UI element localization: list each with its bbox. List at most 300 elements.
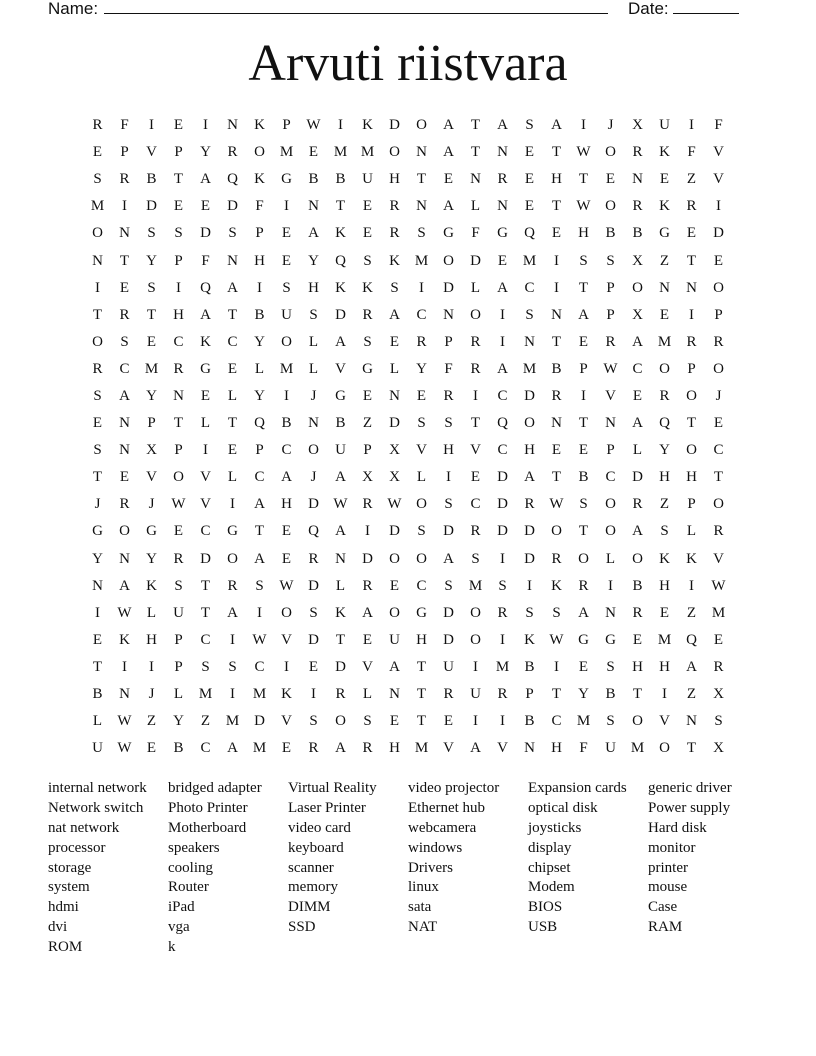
grid-letter: R <box>497 686 508 703</box>
grid-letter: E <box>659 306 670 323</box>
grid-letter: W <box>117 713 132 730</box>
grid-letter: I <box>257 279 262 296</box>
grid-letter: A <box>254 550 265 567</box>
grid-letter: N <box>416 198 427 215</box>
page-title: Arvuti riistvara <box>248 35 568 92</box>
grid-letter: L <box>470 198 481 215</box>
grid-letter: V <box>146 469 157 486</box>
word-bank-item: printer <box>648 859 688 876</box>
grid-letter: L <box>389 360 400 377</box>
grid-letter: O <box>632 550 643 567</box>
grid-letter: R <box>497 604 508 621</box>
grid-letter: W <box>306 117 321 134</box>
grid-letter: H <box>281 496 292 513</box>
grid-letter: R <box>632 198 643 215</box>
grid-letter: R <box>173 360 184 377</box>
grid-letter: T <box>146 306 157 323</box>
grid-letter: H <box>632 658 643 675</box>
grid-letter: R <box>227 577 238 594</box>
grid-letter: M <box>522 252 537 269</box>
grid-letter: A <box>200 306 211 323</box>
word-bank-item: nat network <box>48 819 120 836</box>
grid-letter: F <box>444 360 453 377</box>
grid-letter: O <box>713 496 724 513</box>
grid-letter: H <box>173 306 184 323</box>
grid-letter: A <box>281 469 292 486</box>
grid-letter: S <box>471 550 480 567</box>
grid-letter: D <box>308 577 319 594</box>
grid-letter: P <box>255 442 264 459</box>
grid-letter: R <box>362 496 373 513</box>
grid-letter: T <box>416 686 427 703</box>
grid-letter: U <box>362 171 373 188</box>
word-bank-item: joysticks <box>528 819 582 836</box>
grid-letter: S <box>525 117 534 134</box>
grid-letter: E <box>173 523 184 540</box>
grid-letter: J <box>148 686 155 703</box>
grid-letter: D <box>362 550 373 567</box>
grid-letter: J <box>607 117 614 134</box>
grid-letter: O <box>119 523 130 540</box>
grid-letter: I <box>122 198 127 215</box>
grid-letter: H <box>524 442 535 459</box>
grid-letter: U <box>605 740 616 757</box>
word-bank-item: display <box>528 839 572 856</box>
grid-letter: O <box>686 387 697 404</box>
grid-letter: E <box>227 360 238 377</box>
word-bank-item: Laser Printer <box>288 799 366 816</box>
grid-letter: O <box>416 550 427 567</box>
grid-letter: E <box>524 198 535 215</box>
grid-letter: Z <box>659 252 670 269</box>
grid-letter: S <box>255 577 264 594</box>
grid-letter: E <box>551 225 562 242</box>
grid-letter: Z <box>686 171 697 188</box>
grid-letter: K <box>281 686 292 703</box>
word-bank-column <box>528 778 648 937</box>
grid-letter: E <box>632 387 643 404</box>
grid-letter: D <box>524 523 535 540</box>
grid-letter: J <box>310 469 317 486</box>
grid-letter: C <box>497 442 508 459</box>
word-bank-item: processor <box>48 839 106 856</box>
grid-letter: I <box>500 333 505 350</box>
grid-letter: Y <box>416 360 427 377</box>
word-bank-item: monitor <box>648 839 696 856</box>
grid-letter: D <box>335 306 346 323</box>
word-bank-item: webcamera <box>408 819 477 836</box>
grid-letter: F <box>687 144 696 161</box>
grid-letter: E <box>713 252 724 269</box>
grid-letter: R <box>659 387 670 404</box>
grid-letter: S <box>147 225 156 242</box>
name-label: Name: <box>48 0 99 18</box>
grid-letter: X <box>632 306 643 323</box>
grid-letter: R <box>92 360 103 377</box>
grid-letter: L <box>362 686 373 703</box>
header-line <box>48 0 748 21</box>
grid-letter: E <box>119 279 130 296</box>
grid-letter: W <box>603 360 618 377</box>
grid-letter: C <box>254 469 265 486</box>
grid-letter: N <box>524 333 535 350</box>
grid-letter: O <box>713 360 724 377</box>
grid-letter: C <box>524 279 535 296</box>
grid-letter: R <box>362 306 373 323</box>
grid-letter: I <box>662 686 667 703</box>
grid-letter: T <box>551 144 562 161</box>
word-bank-item: scanner <box>288 859 334 876</box>
grid-letter: F <box>120 117 129 134</box>
grid-letter: N <box>686 713 697 730</box>
grid-letter: A <box>551 117 562 134</box>
grid-letter: N <box>632 171 643 188</box>
grid-letter: O <box>335 713 346 730</box>
grid-letter: C <box>227 333 238 350</box>
grid-letter: N <box>389 387 400 404</box>
grid-letter: N <box>335 550 346 567</box>
grid-letter: G <box>416 604 427 621</box>
grid-letter: I <box>203 117 208 134</box>
grid-letter: Y <box>173 713 184 730</box>
grid-letter: N <box>551 415 562 432</box>
word-bank-item: hdmi <box>48 899 79 916</box>
grid-letter: Q <box>308 523 319 540</box>
grid-letter: L <box>632 442 643 459</box>
grid-letter: L <box>335 577 346 594</box>
grid-letter: K <box>686 550 697 567</box>
grid-letter: G <box>443 225 454 242</box>
grid-letter: X <box>362 469 373 486</box>
word-bank-item: chipset <box>528 859 571 876</box>
word-bank-item: Ethernet hub <box>408 799 486 816</box>
grid-letter: S <box>390 279 399 296</box>
grid-letter: N <box>308 198 319 215</box>
word-bank-item: generic driver <box>648 780 732 796</box>
grid-letter: Y <box>92 550 103 567</box>
grid-letter: N <box>308 415 319 432</box>
grid-letter: E <box>443 171 454 188</box>
grid-letter: T <box>335 198 346 215</box>
grid-letter: R <box>632 604 643 621</box>
grid-letter: R <box>308 740 319 757</box>
grid-letter: X <box>632 117 643 134</box>
grid-letter: D <box>713 225 724 242</box>
grid-letter: L <box>146 604 157 621</box>
grid-letter: T <box>335 631 346 648</box>
grid-letter: T <box>632 686 643 703</box>
grid-letter: K <box>659 144 670 161</box>
grid-letter: X <box>389 442 400 459</box>
grid-letter: A <box>227 740 238 757</box>
grid-letter: T <box>200 577 211 594</box>
grid-letter: K <box>335 279 346 296</box>
grid-letter: I <box>554 279 559 296</box>
grid-letter: S <box>444 577 453 594</box>
grid-letter: Y <box>578 686 589 703</box>
word-bank-item: Virtual Reality <box>288 780 377 796</box>
grid-letter: D <box>227 198 238 215</box>
grid-letter: O <box>281 333 292 350</box>
grid-letter: R <box>173 550 184 567</box>
grid-letter: O <box>227 550 238 567</box>
word-bank-item: ROM <box>48 939 83 956</box>
grid-letter: S <box>444 415 453 432</box>
grid-letter: H <box>389 171 400 188</box>
grid-letter: Y <box>146 387 157 404</box>
grid-letter: Q <box>335 252 346 269</box>
grid-letter: V <box>659 713 670 730</box>
grid-letter: P <box>174 631 183 648</box>
grid-letter: L <box>308 333 319 350</box>
grid-letter: O <box>443 252 454 269</box>
grid-letter: O <box>308 442 319 459</box>
grid-letter: A <box>497 360 508 377</box>
grid-letter: P <box>579 360 588 377</box>
grid-letter: E <box>281 740 292 757</box>
grid-letter: G <box>659 225 670 242</box>
grid-letter: T <box>578 171 589 188</box>
grid-letter: D <box>200 550 211 567</box>
grid-letter: M <box>657 333 672 350</box>
grid-letter: N <box>119 415 130 432</box>
grid-letter: L <box>254 360 265 377</box>
grid-letter: N <box>497 198 508 215</box>
grid-letter: M <box>522 360 537 377</box>
grid-letter: S <box>309 713 318 730</box>
grid-letter: S <box>93 442 102 459</box>
word-bank-item: Photo Printer <box>168 799 248 816</box>
grid-letter: R <box>713 658 724 675</box>
grid-letter: L <box>686 523 697 540</box>
grid-letter: P <box>282 117 291 134</box>
grid-letter: M <box>252 740 267 757</box>
grid-letter: I <box>473 658 478 675</box>
grid-letter: C <box>632 360 643 377</box>
grid-letter: S <box>309 306 318 323</box>
grid-letter: E <box>578 333 589 350</box>
grid-letter: M <box>468 577 483 594</box>
grid-letter: T <box>686 740 697 757</box>
grid-letter: V <box>362 658 373 675</box>
grid-letter: A <box>524 469 535 486</box>
grid-letter: V <box>281 713 292 730</box>
word-bank-item: video projector <box>408 780 500 796</box>
grid-letter: P <box>174 442 183 459</box>
grid-letter: S <box>525 306 534 323</box>
grid-letter: N <box>605 415 616 432</box>
grid-letter: G <box>497 225 508 242</box>
grid-letter: R <box>632 496 643 513</box>
grid-letter: R <box>470 360 481 377</box>
grid-letter: K <box>524 631 535 648</box>
grid-letter: P <box>606 306 615 323</box>
grid-letter: R <box>524 496 535 513</box>
grid-letter: P <box>147 415 156 432</box>
grid-letter: L <box>308 360 319 377</box>
grid-letter: O <box>632 713 643 730</box>
grid-letter: V <box>200 496 211 513</box>
grid-letter: B <box>281 415 292 432</box>
grid-letter: N <box>119 550 130 567</box>
grid-letter: E <box>173 117 184 134</box>
word-bank-item: BIOS <box>528 899 563 916</box>
grid-letter: L <box>227 387 238 404</box>
grid-letter: I <box>419 279 424 296</box>
grid-letter: P <box>525 686 534 703</box>
grid-letter: I <box>284 198 289 215</box>
word-bank-column <box>288 778 408 937</box>
grid-letter: N <box>92 577 103 594</box>
grid-letter: S <box>552 604 561 621</box>
grid-letter: S <box>228 225 237 242</box>
grid-letter: C <box>200 631 211 648</box>
grid-letter: X <box>713 686 724 703</box>
grid-letter: R <box>362 740 373 757</box>
grid-letter: A <box>389 658 400 675</box>
grid-letter: D <box>497 523 508 540</box>
grid-letter: K <box>659 198 670 215</box>
grid-letter: A <box>119 387 130 404</box>
grid-letter: Q <box>254 415 265 432</box>
grid-letter: T <box>551 333 562 350</box>
grid-letter: M <box>711 604 726 621</box>
grid-letter: H <box>389 740 400 757</box>
grid-letter: Q <box>686 631 697 648</box>
grid-letter: M <box>360 144 375 161</box>
grid-letter: H <box>686 469 697 486</box>
grid-letter: F <box>471 225 480 242</box>
grid-letter: T <box>470 117 481 134</box>
grid-letter: T <box>578 415 589 432</box>
grid-letter: S <box>606 252 615 269</box>
grid-letter: I <box>176 279 181 296</box>
grid-letter: O <box>605 496 616 513</box>
grid-letter: T <box>92 306 103 323</box>
grid-letter: C <box>470 496 481 513</box>
grid-letter: M <box>414 740 429 757</box>
grid-letter: R <box>389 225 400 242</box>
grid-letter: I <box>365 523 370 540</box>
grid-letter: P <box>714 306 723 323</box>
grid-letter: T <box>254 523 265 540</box>
grid-letter: W <box>333 496 348 513</box>
grid-letter: R <box>92 117 103 134</box>
grid-letter: A <box>443 117 454 134</box>
grid-letter: L <box>200 415 211 432</box>
grid-letter: Z <box>686 604 697 621</box>
grid-letter: F <box>255 198 264 215</box>
grid-letter: L <box>470 279 481 296</box>
grid-letter: E <box>389 713 400 730</box>
grid-letter: P <box>120 144 129 161</box>
grid-letter: N <box>173 387 184 404</box>
word-bank-item: system <box>48 879 90 896</box>
grid-letter: I <box>527 577 532 594</box>
word-bank-item: mouse <box>648 879 688 896</box>
grid-letter: E <box>362 225 373 242</box>
grid-letter: G <box>335 387 346 404</box>
word-bank-item: Power supply <box>648 799 731 816</box>
grid-letter: I <box>95 604 100 621</box>
word-bank-item: video card <box>288 819 351 836</box>
grid-letter: C <box>200 740 211 757</box>
grid-letter: S <box>174 225 183 242</box>
grid-letter: W <box>387 496 402 513</box>
grid-letter: O <box>470 604 481 621</box>
grid-letter: G <box>578 631 589 648</box>
grid-letter: V <box>443 740 454 757</box>
grid-letter: E <box>92 415 103 432</box>
word-bank-item: cooling <box>168 859 213 876</box>
word-bank-item: Expansion cards <box>528 780 627 796</box>
grid-letter: U <box>389 631 400 648</box>
grid-letter: K <box>200 333 211 350</box>
grid-letter: I <box>338 117 343 134</box>
grid-letter: X <box>146 442 157 459</box>
word-bank-column <box>408 778 528 937</box>
grid-letter: A <box>578 306 589 323</box>
grid-letter: O <box>605 198 616 215</box>
word-bank-item: Hard disk <box>648 819 707 836</box>
grid-letter: K <box>659 550 670 567</box>
grid-letter: T <box>578 279 589 296</box>
grid-letter: Z <box>200 713 211 730</box>
grid-letter: E <box>389 577 400 594</box>
grid-letter: C <box>605 469 616 486</box>
grid-letter: S <box>660 523 669 540</box>
grid-letter: I <box>149 117 154 134</box>
grid-letter: H <box>659 658 670 675</box>
grid-letter: R <box>227 144 238 161</box>
grid-letter: O <box>605 144 616 161</box>
grid-letter: E <box>659 604 670 621</box>
grid-letter: O <box>659 360 670 377</box>
grid-letter: A <box>443 144 454 161</box>
grid-letter: N <box>524 740 535 757</box>
grid-letter: E <box>686 225 697 242</box>
grid-letter: A <box>443 550 454 567</box>
grid-letter: C <box>416 306 427 323</box>
grid-letter: P <box>606 442 615 459</box>
grid-letter: R <box>632 144 643 161</box>
grid-letter: P <box>687 360 696 377</box>
grid-letter: K <box>254 117 265 134</box>
grid-letter: E <box>524 144 535 161</box>
grid-letter: B <box>146 171 157 188</box>
grid-letter: I <box>500 550 505 567</box>
grid-letter: N <box>227 117 238 134</box>
grid-letter: M <box>225 713 240 730</box>
grid-letter: O <box>416 117 427 134</box>
grid-letter: N <box>605 604 616 621</box>
grid-letter: N <box>497 144 508 161</box>
grid-letter: H <box>551 740 562 757</box>
grid-letter: W <box>711 577 726 594</box>
grid-letter: A <box>470 740 481 757</box>
grid-letter: Z <box>362 415 373 432</box>
grid-letter: R <box>416 333 427 350</box>
grid-letter: T <box>416 713 427 730</box>
grid-letter: Z <box>659 496 670 513</box>
word-bank-item: Motherboard <box>168 819 247 836</box>
grid-letter: B <box>605 686 616 703</box>
grid-letter: M <box>90 198 105 215</box>
grid-letter: C <box>497 387 508 404</box>
grid-letter: E <box>497 252 508 269</box>
grid-letter: C <box>416 577 427 594</box>
grid-letter: O <box>524 415 535 432</box>
